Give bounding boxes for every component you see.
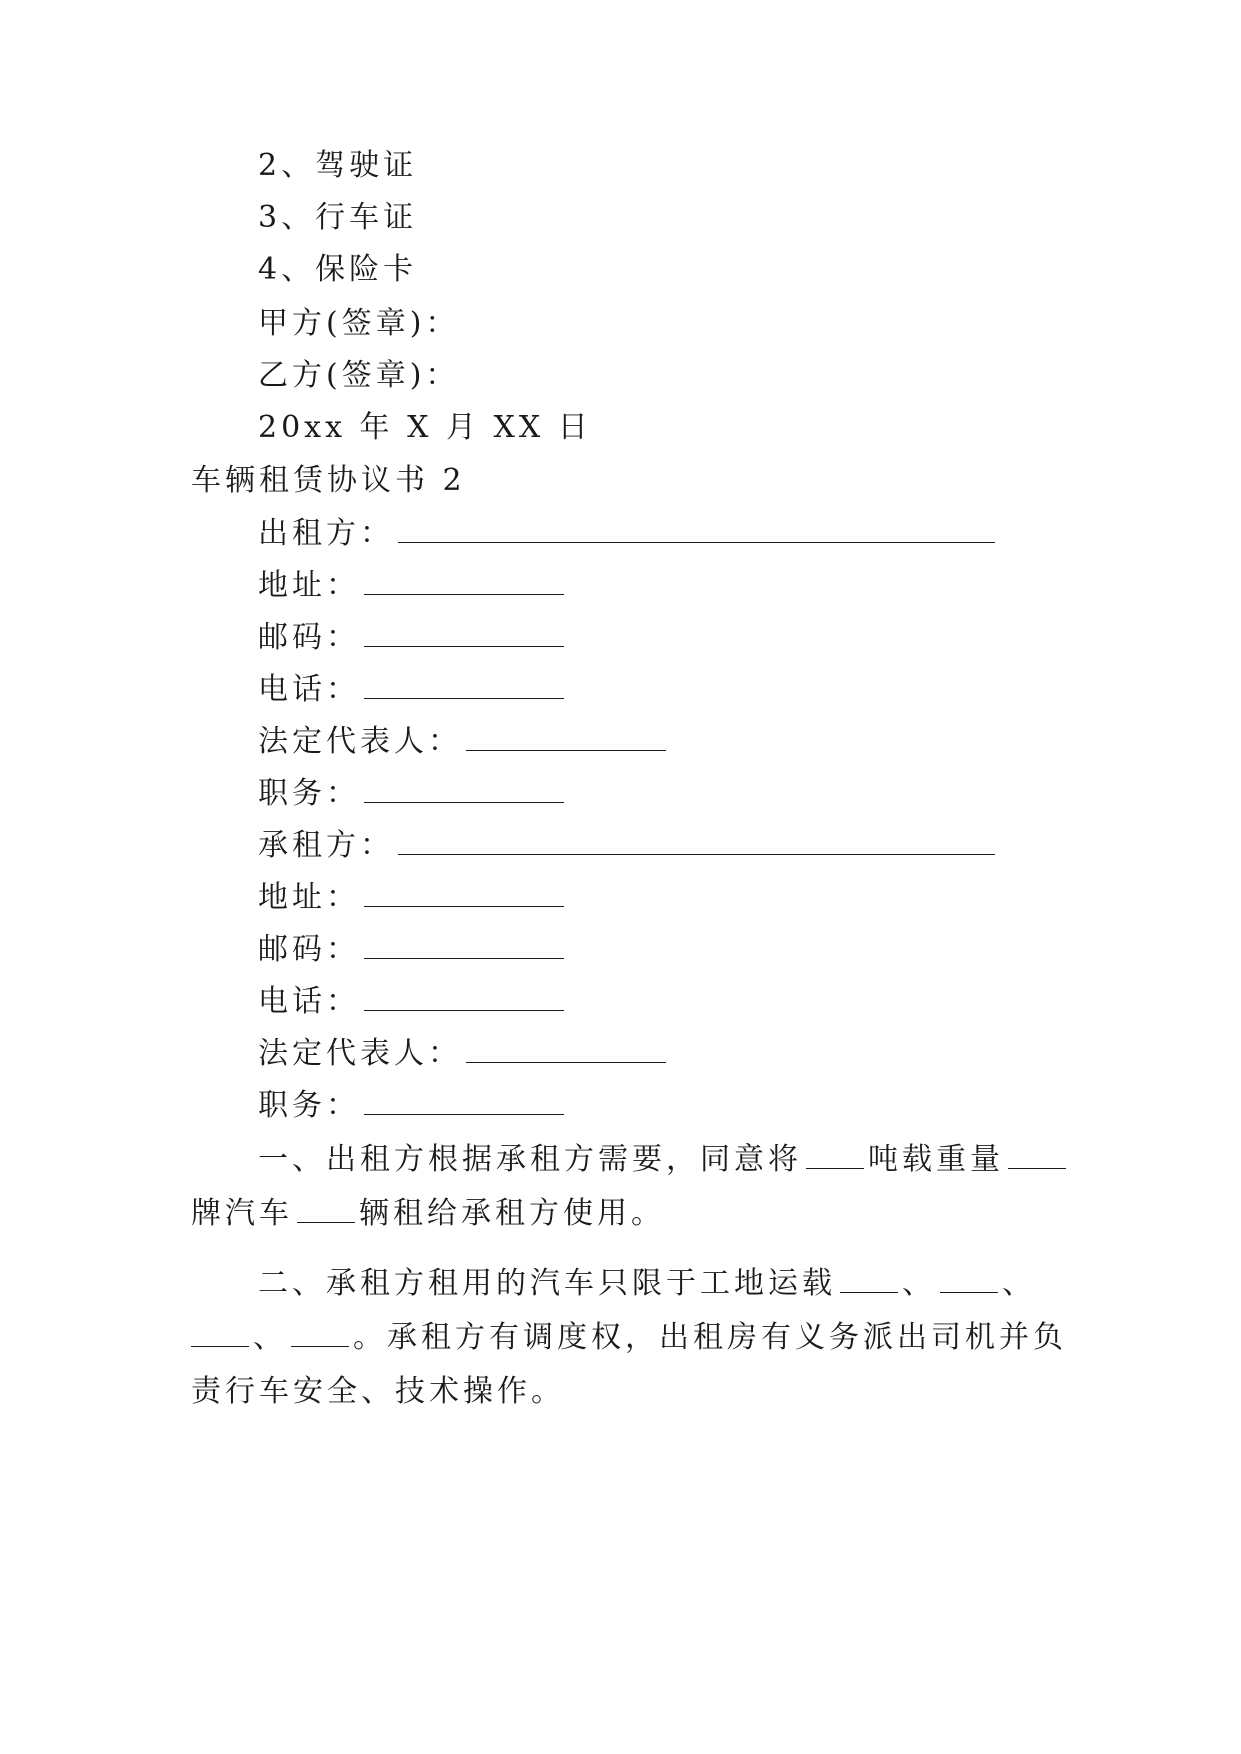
blank-underline: [364, 620, 564, 647]
blank-underline: [364, 568, 564, 595]
blank-underline: [466, 1036, 666, 1063]
clause-2-line-1: [258, 1264, 1036, 1304]
blank-underline: [840, 1266, 898, 1293]
signing-date: 20xx 年 X 月 XX 日: [258, 410, 592, 445]
field-label: 职务：: [258, 776, 360, 811]
clause-text: 辆租给承租方使用。: [359, 1196, 665, 1231]
lessor-name-field: [258, 514, 999, 554]
blank-underline: [398, 516, 995, 543]
blank-underline: [364, 984, 564, 1011]
attachment-item-driving-license: 2、驾驶证: [258, 148, 418, 183]
lessee-position-field: [258, 1086, 568, 1126]
lessee-name-field: [258, 826, 999, 866]
party-b-signature-line: 乙方(签章)：: [258, 358, 460, 393]
blank-underline: [297, 1196, 355, 1223]
party-a-signature-line: 甲方(签章)：: [258, 306, 460, 341]
blank-underline: [1008, 1142, 1066, 1169]
clause-text: 。承租方有调度权，出租房有义务派出司机并负: [353, 1320, 1067, 1355]
field-label: 邮码：: [258, 620, 360, 655]
blank-underline: [940, 1266, 998, 1293]
blank-underline: [466, 724, 666, 751]
agreement-title: 车辆租赁协议书 2: [191, 463, 466, 498]
blank-underline: [364, 672, 564, 699]
field-label: 法定代表人：: [258, 1036, 462, 1071]
blank-underline: [364, 932, 564, 959]
field-label: 法定代表人：: [258, 724, 462, 759]
field-label: 地址：: [258, 880, 360, 915]
field-label: 电话：: [258, 984, 360, 1019]
attachment-item-insurance-card: 4、保险卡: [258, 252, 418, 287]
clause-text: 吨载重量: [868, 1142, 1004, 1177]
clause-1-line-1: [258, 1140, 1070, 1180]
blank-underline: [398, 828, 995, 855]
clause-2-line-2: [191, 1318, 1067, 1358]
clause-text: 牌汽车: [191, 1196, 293, 1231]
field-label: 承租方：: [258, 828, 394, 863]
clause-text: 二、承租方租用的汽车只限于工地运载: [258, 1266, 836, 1301]
blank-underline: [191, 1320, 249, 1347]
lessee-address-field: [258, 878, 568, 918]
field-label: 邮码：: [258, 932, 360, 967]
clause-1-line-2: [191, 1194, 665, 1234]
attachment-item-vehicle-license: 3、行车证: [258, 200, 418, 235]
separator: 、: [902, 1266, 936, 1301]
clause-2-line-3: 责行车安全、技术操作。: [191, 1374, 565, 1409]
separator: 、: [1002, 1266, 1036, 1301]
field-label: 出租方：: [258, 516, 394, 551]
blank-underline: [364, 880, 564, 907]
clause-text: 一、出租方根据承租方需要，同意将: [258, 1142, 802, 1177]
field-label: 职务：: [258, 1088, 360, 1123]
blank-underline: [364, 776, 564, 803]
blank-underline: [806, 1142, 864, 1169]
lessor-address-field: [258, 566, 568, 606]
lessee-postcode-field: [258, 930, 568, 970]
lessor-legal-rep-field: [258, 722, 670, 762]
blank-underline: [364, 1088, 564, 1115]
field-label: 电话：: [258, 672, 360, 707]
lessee-legal-rep-field: [258, 1034, 670, 1074]
lessor-phone-field: [258, 670, 568, 710]
lessor-postcode-field: [258, 618, 568, 658]
field-label: 地址：: [258, 568, 360, 603]
lessee-phone-field: [258, 982, 568, 1022]
blank-underline: [291, 1320, 349, 1347]
lessor-position-field: [258, 774, 568, 814]
separator: 、: [253, 1320, 287, 1355]
